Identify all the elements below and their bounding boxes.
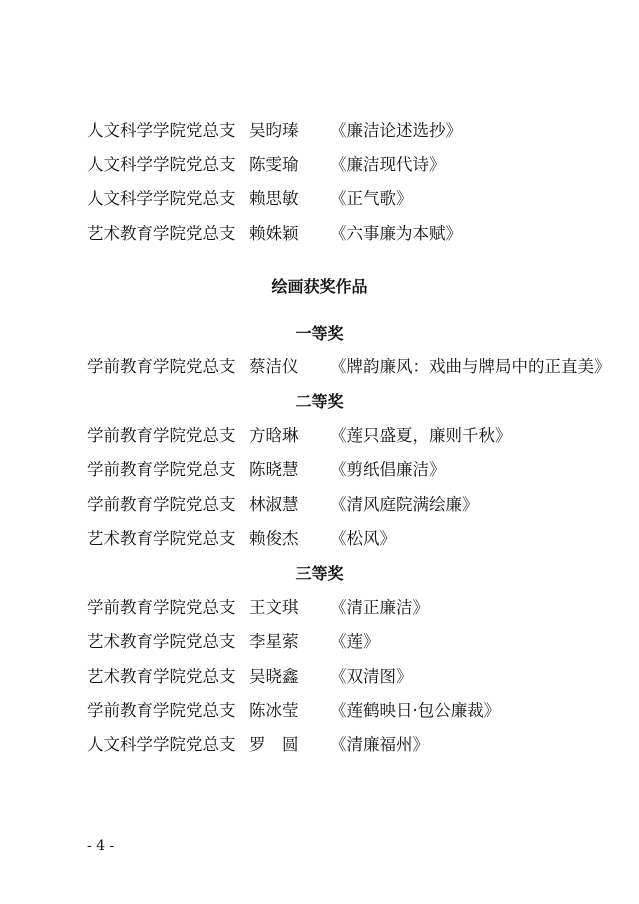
award-entry xyxy=(0,153,639,177)
entry-work-title: 《剪纸倡廉洁》 xyxy=(330,460,446,479)
award-entry xyxy=(0,424,639,448)
entry-organization: 艺术教育学院党总支 xyxy=(87,667,236,686)
entry-author: 方晗琳 xyxy=(249,426,299,445)
entry-work-title: 《莲鹤映日·包公廉裁》 xyxy=(330,701,501,720)
entry-organization: 人文科学学院党总支 xyxy=(87,735,236,754)
entry-author: 赖姝颖 xyxy=(249,224,299,243)
entry-work-title: 《正气歌》 xyxy=(330,189,413,208)
entry-organization: 艺术教育学院党总支 xyxy=(87,529,236,548)
entry-author: 罗 圆 xyxy=(249,735,299,754)
entry-organization: 学前教育学院党总支 xyxy=(87,701,236,720)
entry-author: 吴昀瑧 xyxy=(249,121,299,140)
entry-author: 林淑慧 xyxy=(249,495,299,514)
entry-author: 赖思敏 xyxy=(249,189,299,208)
entry-author: 陈晓慧 xyxy=(249,460,299,479)
entry-organization: 学前教育学院党总支 xyxy=(87,495,236,514)
award-entry xyxy=(0,187,639,211)
entry-work-title: 《廉洁论述选抄》 xyxy=(330,121,462,140)
entry-work-title: 《清风庭院满绘廉》 xyxy=(330,495,479,514)
prize-heading-third: 三等奖 xyxy=(295,564,344,583)
award-entry xyxy=(0,733,639,757)
entry-organization: 人文科学学院党总支 xyxy=(87,155,236,174)
award-entry xyxy=(0,119,639,143)
award-entry xyxy=(0,493,639,517)
entry-work-title: 《廉洁现代诗》 xyxy=(330,155,446,174)
entry-work-title: 《莲》 xyxy=(330,632,380,651)
entry-author: 王文琪 xyxy=(249,598,299,617)
entry-author: 蔡洁仪 xyxy=(249,357,299,376)
award-entry xyxy=(0,630,639,654)
award-entry xyxy=(0,527,639,551)
entry-author: 赖俊杰 xyxy=(249,529,299,548)
entry-organization: 人文科学学院党总支 xyxy=(87,121,236,140)
entry-organization: 学前教育学院党总支 xyxy=(87,598,236,617)
prize-heading-first: 一等奖 xyxy=(295,324,344,343)
entry-work-title: 《清廉福州》 xyxy=(330,735,429,754)
entry-work-title: 《牌韵廉风：戏曲与牌局中的正直美》 xyxy=(330,357,611,376)
entry-author: 陈雯瑜 xyxy=(249,155,299,174)
award-entry xyxy=(0,458,639,482)
page-number: - 4 - xyxy=(87,838,115,854)
entry-author: 李星萦 xyxy=(249,632,299,651)
entry-organization: 学前教育学院党总支 xyxy=(87,426,236,445)
award-entry xyxy=(0,665,639,689)
prize-heading-second: 二等奖 xyxy=(295,392,344,411)
entry-work-title: 《清正廉洁》 xyxy=(330,598,429,617)
entry-author: 吴晓鑫 xyxy=(249,667,299,686)
section-title: 绘画获奖作品 xyxy=(271,277,368,296)
award-entry xyxy=(0,596,639,620)
entry-work-title: 《双清图》 xyxy=(330,667,413,686)
entry-work-title: 《六事廉为本赋》 xyxy=(330,224,462,243)
entry-work-title: 《松风》 xyxy=(330,529,396,548)
entry-organization: 学前教育学院党总支 xyxy=(87,460,236,479)
award-entry xyxy=(0,222,639,246)
entry-organization: 艺术教育学院党总支 xyxy=(87,632,236,651)
entry-work-title: 《莲只盛夏，廉则千秋》 xyxy=(330,426,512,445)
award-entry xyxy=(0,699,639,723)
entry-organization: 艺术教育学院党总支 xyxy=(87,224,236,243)
award-entry xyxy=(0,355,639,379)
entry-author: 陈冰莹 xyxy=(249,701,299,720)
entry-organization: 人文科学学院党总支 xyxy=(87,189,236,208)
entry-organization: 学前教育学院党总支 xyxy=(87,357,236,376)
